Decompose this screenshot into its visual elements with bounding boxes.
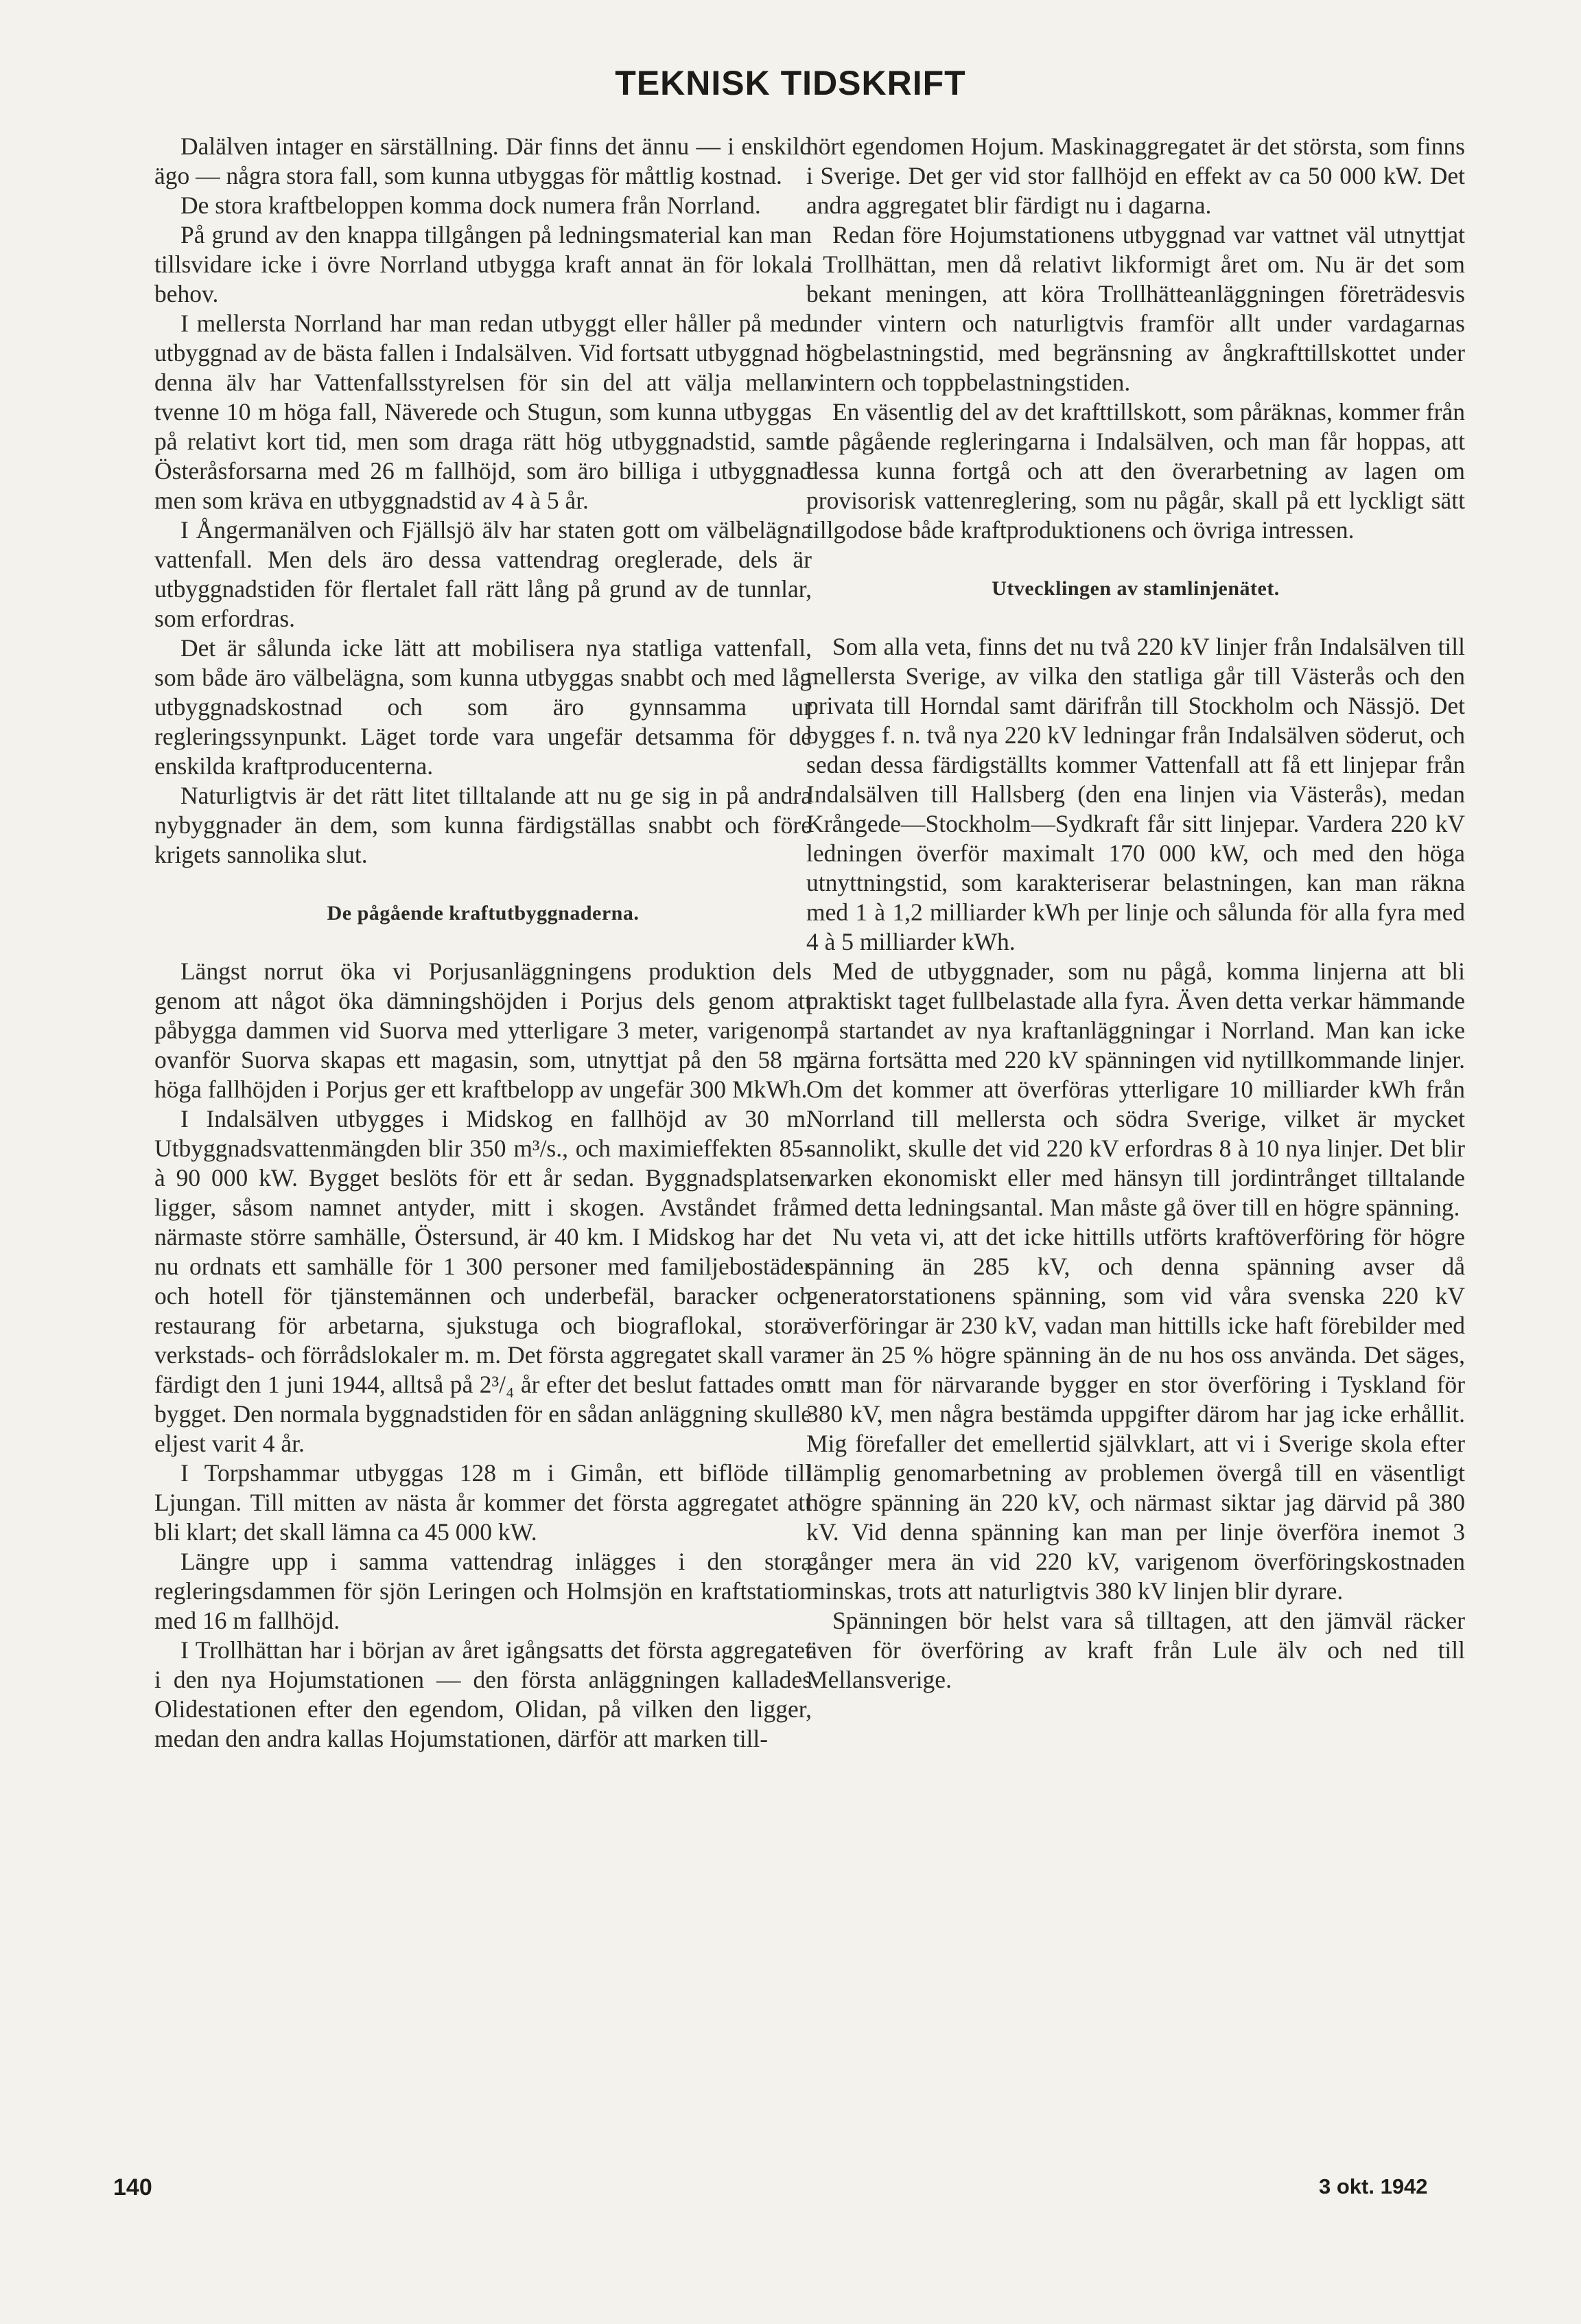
paragraph: I Indalsälven utbygges i Midskog en fallhöjd av 30 m. Utbyggnadsvattenmängden blir 350 m³/s., och maximieffekten 85- à 90 000 kW. Bygget beslöts för ett år sedan. Byggnadsplatsen ligger, såsom namnet antyder, mitt i skogen. Avståndet från närmaste större samhälle, Östersund, är 40 km. I Midskog har det nu ordnats ett samhälle för 1 300 personer med familjebostäder och hotell för tjänstemännen och underbefäl, baracker och restaurang för arbetarna, sjukstuga och biograflokal, stora verkstads- och förrådslokaler m. m. Det första aggregatet skall vara färdigt den 1 juni 1944, alltså på 2³/₄ år efter det beslut fattades om bygget. Den normala byggnadstiden för en sådan anläggning skulle eljest varit 4 år. (154, 1105, 812, 1457)
paragraph: hört egendomen Hojum. Maskinaggregatet är det största, som finns i Sverige. Det ger vid stor fallhöjd en effekt av ca 50 000 kW. Det andra aggregatet blir färdigt nu i dagarna. (806, 132, 1465, 219)
paragraph: Längre upp i samma vattendrag inlägges i den stora regleringsdammen för sjön Leringen och Holmsjön en kraftstation med 16 m fallhöjd. (154, 1548, 812, 1634)
paragraph: I Ångermanälven och Fjällsjö älv har staten gott om välbelägna vattenfall. Men dels äro dessa vattendrag oreglerade, dels är utbyggnadstiden för flertalet fall rätt lång på grund av de tunnlar, som erfordras. (154, 516, 812, 632)
section-heading: Utvecklingen av stamlinjenätet. (992, 577, 1280, 600)
paragraph: Längst norrut öka vi Porjusanläggningens produktion dels genom att något öka dämningshöjden i Porjus dels genom att påbygga dammen vid Suorva med ytterligare 3 meter, varigenom ovanför Suorva skapas ett magasin, som, utnyttjat på den 58 m höga fallhöjden i Porjus ger ett kraftbelopp av ungefär 300 MkWh. (154, 957, 812, 1103)
paragraph: Med de utbyggnader, som nu pågå, komma linjerna att bli praktiskt taget fullbelastade alla fyra. Även detta verkar hämmande på startandet av nya kraftanläggningar i Norrland. Man kan icke gärna fortsätta med 220 kV spänningen vid nytillkommande linjer. Om det kommer att överföras ytterligare 10 milliarder kWh från Norrland till mellersta och södra Sverige, vilket är mycket sannolikt, skulle det vid 220 kV erfordras 8 à 10 nya linjer. Det blir varken ekonomiskt eller med hänsyn till jordintrånget tilltalande med detta ledningsantal. Man måste gå över till en högre spänning. (806, 957, 1465, 1221)
paragraph: Som alla veta, finns det nu två 220 kV linjer från Indalsälven till mellersta Sverige, av vilka den statliga går till Västerås och den privata till Horndal samt därifrån till Stockholm och Nässjö. Det bygges f. n. två nya 220 kV ledningar från Indalsälven söderut, och sedan dessa färdigställts kommer Vattenfall att få ett linjepar från Indalsälven till Hallsberg (den ena linjen via Västerås), medan Krångede—Stockholm—Sydkraft får sitt linjepar. Vardera 220 kV ledningen överför maximalt 170 000 kW, och med den höga utnyttningstid, som karakteriserar belastningen, kan man räkna med 1 à 1,2 milliarder kWh per linje och sålunda för alla fyra med 4 à 5 milliarder kWh. (806, 633, 1465, 955)
paragraph: I mellersta Norrland har man redan utbyggt eller håller på med utbyggnad av de bästa fallen i Indalsälven. Vid fortsatt utbyggnad i denna älv har Vattenfallsstyrelsen för sin del att välja mellan tvenne 10 m höga fall, Näverede och Stugun, som kunna utbyggas på relativt kort tid, men som draga rätt hög utbyggnadstid, samt Österåsforsarna med 26 m fallhöjd, som äro billiga i utbyggnad men som kräva en utbyggnadstid av 4 à 5 år. (154, 310, 812, 514)
left-column (154, 132, 812, 1754)
paragraph: Nu veta vi, att det icke hittills utförts kraftöverföring för högre spänning än 285 kV, och denna spänning avser då generatorstationens spänning, som vid våra svenska 220 kV överföringar är 230 kV, vadan man hittills icke haft förebilder med mer än 25 % högre spänning än de nu hos oss använda. Det säges, att man för närvarande bygger en stor överföring i Tyskland för 380 kV, men några bestämda uppgifter därom har jag icke erhållit. Mig förefaller det emellertid självklart, att vi i Sverige skola efter lämplig genomarbetning av problemen övergå till en väsentligt högre spänning än 220 kV, och närmast siktar jag därvid på 380 kV. Vid denna spänning kan man per linje överföra inemot 3 gånger mera än vid 220 kV, varigenom överföringskostnaden minskas, trots att naturligtvis 380 kV linjen blir dyrare. (806, 1223, 1465, 1605)
paragraph: I Torpshammar utbyggas 128 m i Gimån, ett biflöde till Ljungan. Till mitten av nästa år kommer det första aggregatet att bli klart; det skall lämna ca 45 000 kW. (154, 1459, 812, 1546)
journal-title: TEKNISK TIDSKRIFT (615, 64, 966, 102)
paragraph: I Trollhättan har i början av året igångsatts det första aggregatet i den nya Hojumstationen — den första anläggningen kallades Olidestationen efter den egendom, Olidan, på vilken den ligger, medan den andra kallas Hojumstationen, därför att marken till- (154, 1636, 812, 1752)
issue-date: 3 okt. 1942 (1319, 2174, 1428, 2198)
paragraph: Spänningen bör helst vara så tilltagen, att den jämväl räcker även för överföring av kraft från Lule älv och ned till Mellansverige. (806, 1607, 1465, 1693)
paragraph: Naturligtvis är det rätt litet tilltalande att nu ge sig in på andra nybyggnader än dem, som kunna färdigställas snabbt och före krigets sannolika slut. (154, 782, 812, 868)
right-column (806, 132, 1465, 1695)
paragraph: De stora kraftbeloppen komma dock numera från Norrland. (180, 191, 761, 219)
paragraph: Redan före Hojumstationens utbyggnad var vattnet väl utnyttjat i Trollhättan, men då relativt likformigt året om. Nu är det som bekant meningen, att köra Trollhätteanläggningen företrädesvis under vintern och naturligtvis framför allt under vardagarnas högbelastningstid, med begränsning av ångkrafttillskottet under vintern och toppbelastningstiden. (806, 221, 1465, 396)
paragraph: På grund av den knappa tillgången på ledningsmaterial kan man tillsvidare icke i övre Norrland utbygga kraft annat än för lokala behov. (154, 221, 812, 307)
section-heading: De pågående kraftutbyggnaderna. (327, 902, 640, 925)
page-number: 140 (113, 2174, 152, 2200)
paragraph: Dalälven intager en särställning. Där finns det ännu — i enskild ägo — några stora fall, som kunna utbyggas för måttlig kostnad. (154, 132, 812, 189)
paragraph: Det är sålunda icke lätt att mobilisera nya statliga vattenfall, som både äro välbelägna, som kunna utbyggas snabbt och med låg utbyggnadskostnad och som äro gynnsamma ur regleringssynpunkt. Läget torde vara ungefär detsamma för de enskilda kraftproducenterna. (154, 634, 812, 780)
paragraph: En väsentlig del av det krafttillskott, som påräknas, kommer från de pågående regleringarna i Indalsälven, och man får hoppas, att dessa kunna fortgå och att den överarbetning av lagen om provisorisk vattenreglering, som nu pågår, skall på ett lyckligt sätt tillgodose både kraftproduktionens och övriga intressen. (806, 398, 1465, 544)
